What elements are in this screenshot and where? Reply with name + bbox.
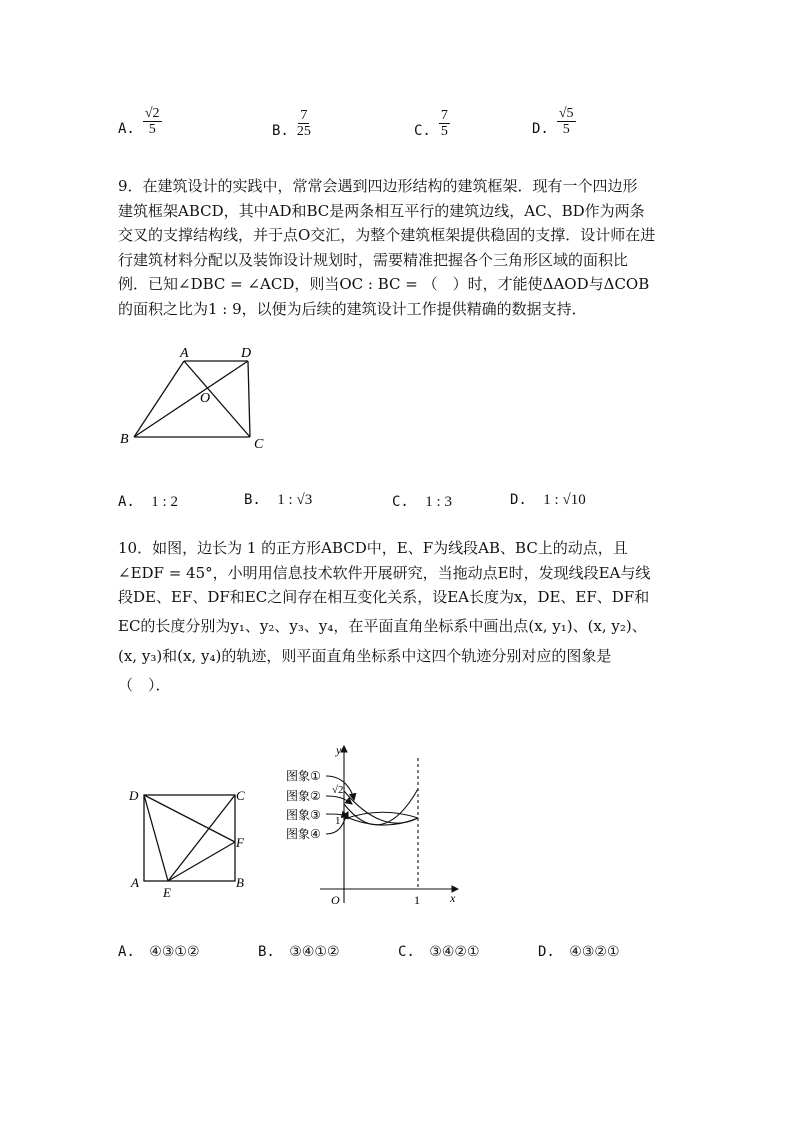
option-label: B. [244, 492, 261, 508]
label-c: C [236, 788, 245, 803]
q8-option-a[interactable] [118, 106, 162, 137]
q9-line: 的面积之比为1 : 9，以便为后续的建筑设计工作提供精确的数据支持． [118, 299, 587, 318]
option-label: D. [538, 944, 555, 960]
q8-option-b[interactable] [272, 108, 311, 139]
label-c: C [254, 437, 264, 452]
option-text: 1 : √3 [277, 492, 313, 508]
fraction [439, 108, 450, 139]
origin-label: O [331, 893, 340, 907]
label-f: F [236, 835, 244, 850]
q10-square-figure [124, 784, 254, 902]
fraction [143, 106, 162, 137]
q10-option-c[interactable] [398, 944, 480, 960]
q10-line: ∠EDF = 45°，小明用信息技术软件开展研究，当拖动点E时，发现线段EA与线 [118, 563, 651, 582]
option-label: C. [414, 123, 431, 139]
segment-df [144, 795, 235, 842]
option-label: B. [258, 944, 275, 960]
denominator: 5 [562, 122, 570, 137]
segment-bd [134, 361, 248, 437]
label-d: D [129, 788, 139, 803]
q10-graph-figure [282, 740, 472, 910]
x-axis-label: x [450, 891, 456, 905]
y-one-label: 1 [335, 815, 341, 827]
option-label: D. [510, 492, 527, 508]
label-d: D [241, 346, 252, 361]
option-text: 1 : √10 [543, 492, 586, 508]
segment-ec [168, 795, 235, 881]
option-label: A. [118, 121, 135, 137]
numerator: 7 [300, 108, 308, 123]
segment-ab [134, 361, 184, 437]
label-b: B [120, 432, 129, 447]
option-label: B. [272, 123, 289, 139]
q10-line: 段DE、EF、DF和EC之间存在相互变化关系，设EA长度为x，DE、EF、DF和 [118, 588, 650, 606]
q9-line: 例．已知∠DBC = ∠ACD，则当OC : BC = （ ）时，才能使ΔAOD与ΔCOB [118, 275, 650, 293]
q8-option-d[interactable] [532, 106, 576, 137]
option-label: A. [118, 944, 135, 960]
option-label: D. [532, 121, 549, 137]
image-label-1: 图象① [286, 769, 321, 783]
segment-ac [184, 361, 250, 437]
q10-option-d[interactable] [538, 944, 620, 960]
numerator: √2 [144, 106, 160, 121]
x-tick-one: 1 [414, 893, 420, 907]
label-b: B [236, 875, 244, 890]
y-sqrt2-label: √2 [332, 784, 344, 796]
denominator: 25 [296, 124, 311, 139]
option-text: ④③①② [149, 944, 200, 960]
y-axis-label: y [336, 743, 342, 757]
option-label: C. [398, 944, 415, 960]
q9-option-c[interactable] [392, 494, 452, 511]
q9-trapezoid-figure [110, 340, 280, 455]
q10-option-a[interactable] [118, 944, 200, 960]
image-label-2: 图象② [286, 789, 321, 803]
curve-image-4 [344, 789, 418, 825]
segment-ef [168, 842, 235, 881]
q10-option-b[interactable] [258, 944, 340, 960]
q10-question-text [118, 536, 703, 697]
option-label: A. [118, 494, 135, 510]
q10-line: 10．如图，边长为 1 的正方形ABCD中，E、F为线段AB、BC上的动点，且 [118, 539, 628, 557]
numerator: 7 [440, 108, 448, 123]
q9-line: 交叉的支撑结构线，并于点O交汇，为整个建筑框架提供稳固的支撑．设计师在进 [118, 226, 656, 244]
denominator: 5 [148, 122, 156, 137]
curve-image-1 [344, 791, 418, 823]
fraction [557, 106, 576, 137]
numerator: √5 [558, 106, 574, 121]
q10-line: EC的长度分别为y₁、y₂、y₃、y₄，在平面直角坐标系中画出点(x, y₁)、(x, y₂)、 [118, 616, 647, 635]
segment-de [144, 795, 168, 881]
option-label: C. [392, 494, 409, 510]
q9-option-b[interactable] [244, 492, 312, 509]
denominator: 5 [440, 124, 448, 139]
segment-dc [248, 361, 250, 437]
label-a: A [131, 875, 139, 890]
q9-line: 行建筑材料分配以及装饰设计规划时，需要精准把握各个三角形区域的面积比 [118, 250, 629, 269]
option-text: 1 : 3 [425, 494, 452, 510]
q10-line: （ ）． [118, 675, 171, 694]
fraction [297, 108, 311, 139]
option-text: ③④②① [429, 944, 480, 960]
arrow-image-2 [326, 796, 352, 804]
option-text: 1 : 2 [151, 494, 178, 510]
option-text: ③④①② [289, 944, 340, 960]
q9-option-a[interactable] [118, 494, 178, 511]
q9-option-d[interactable] [510, 492, 586, 509]
q9-line: 9．在建筑设计的实践中，常常会遇到四边形结构的建筑框架．现有一个四边形 [118, 177, 638, 195]
label-o: O [200, 391, 211, 406]
label-a: A [180, 346, 189, 361]
image-label-3: 图象③ [286, 808, 321, 822]
q9-line: 建筑框架ABCD，其中AD和BC是两条相互平行的建筑边线，AC、BD作为两条 [118, 201, 645, 220]
image-label-4: 图象④ [286, 827, 321, 841]
q8-option-c[interactable] [414, 108, 450, 139]
q10-line: (x, y₃)和(x, y₄)的轨迹，则平面直角坐标系中这四个轨迹分别对应的图象是 [118, 647, 612, 665]
q9-question-text [118, 174, 698, 321]
option-text: ④③②① [569, 944, 620, 960]
label-e: E [163, 885, 171, 900]
